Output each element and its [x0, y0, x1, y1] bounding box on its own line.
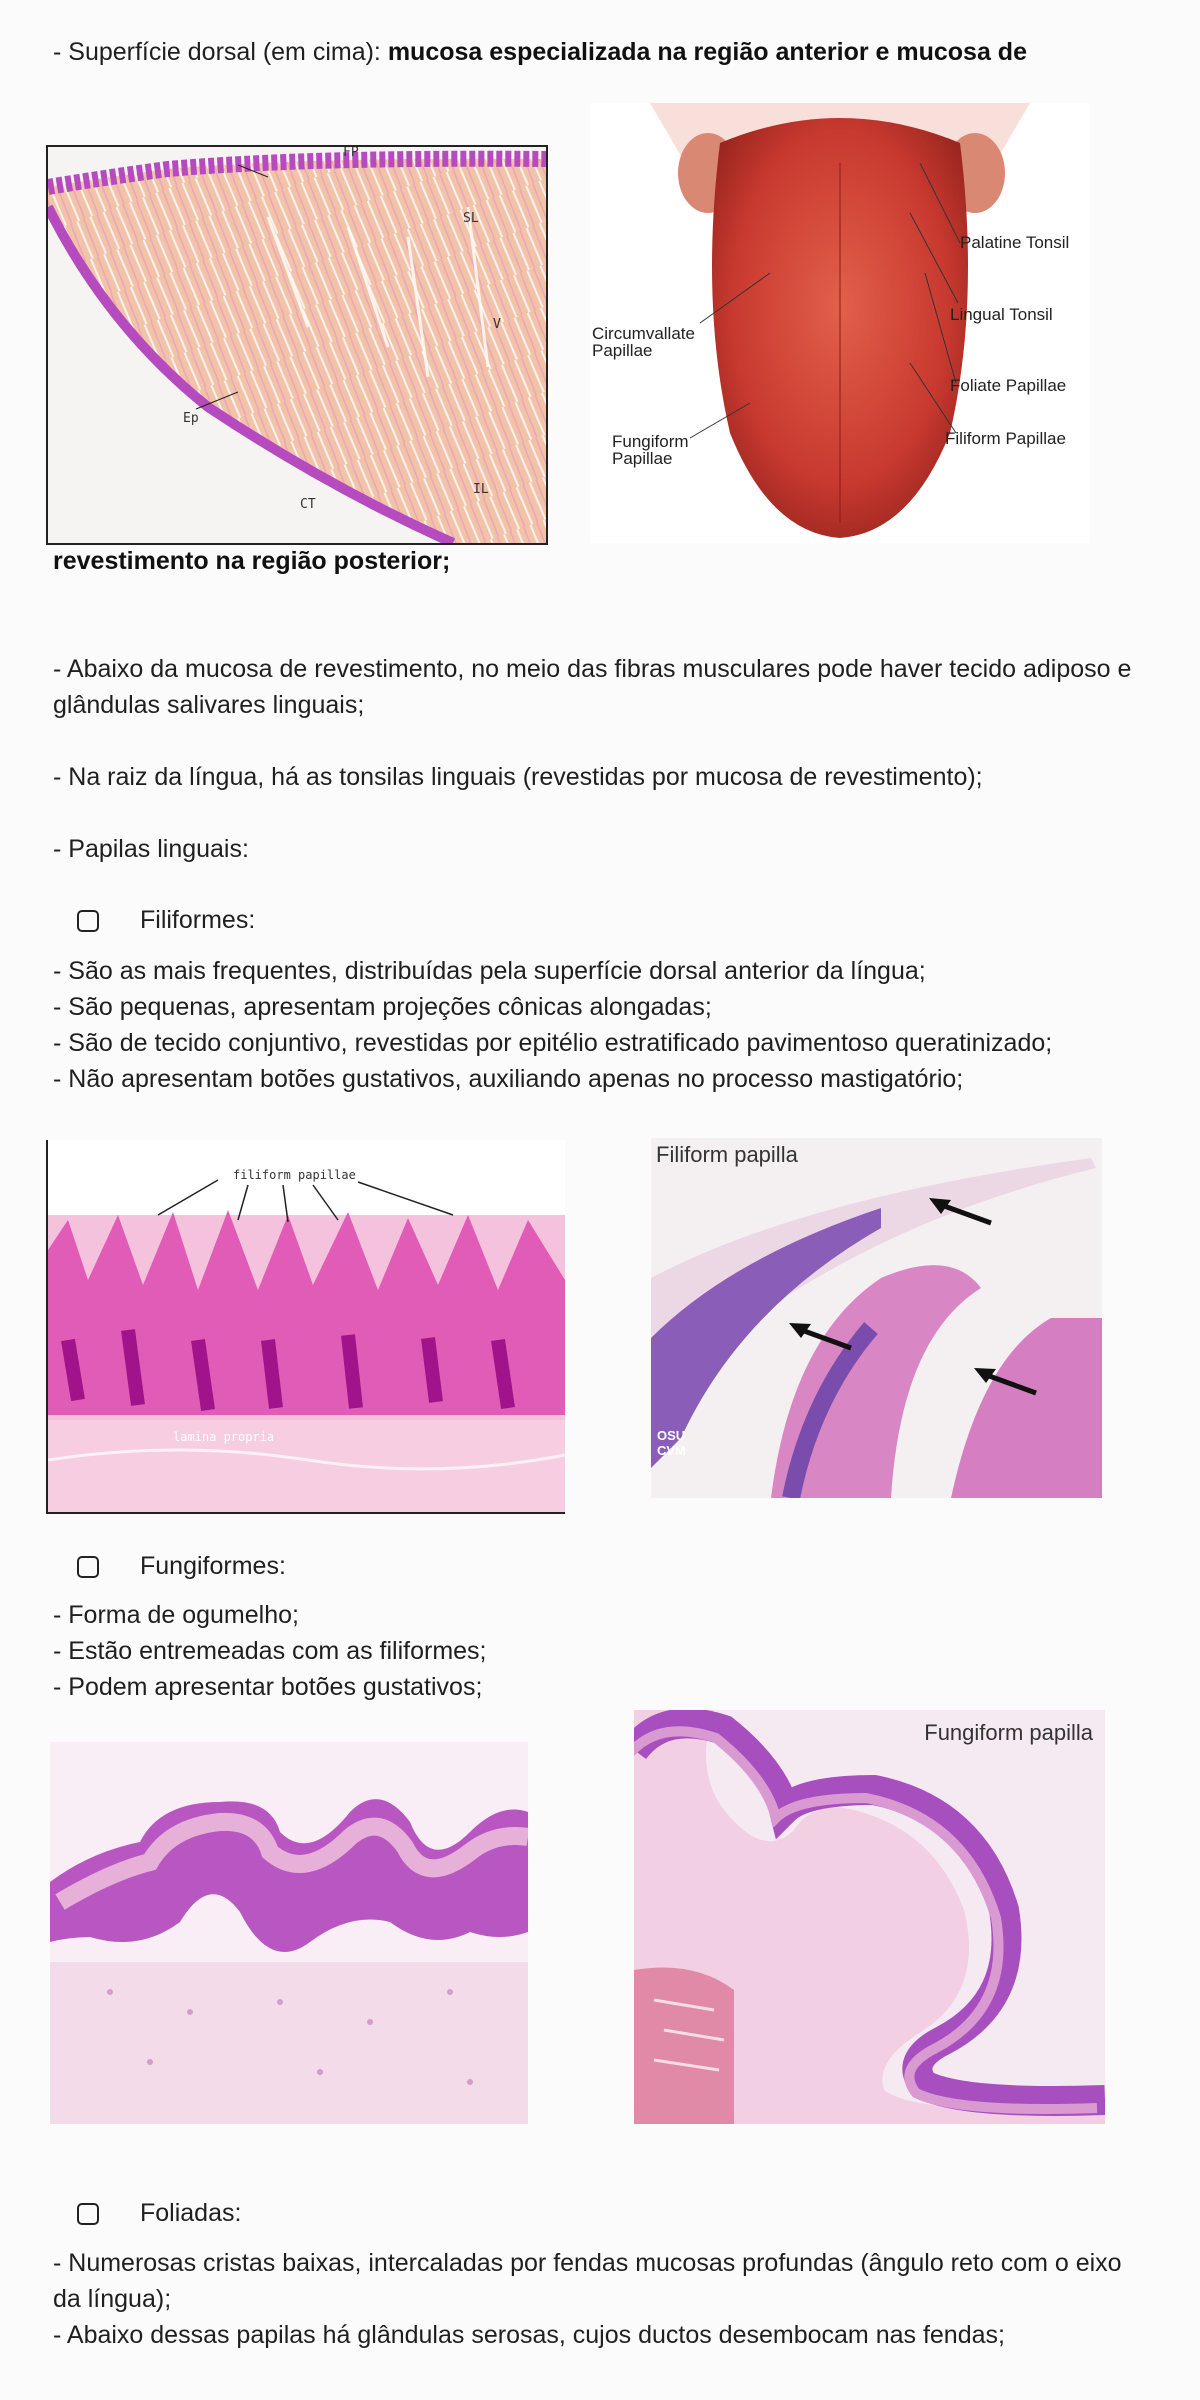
- label-circumvallate-2: Papillae: [592, 341, 653, 360]
- tongue-histology-image: [46, 145, 548, 545]
- filiform-histology-image: [46, 1140, 565, 1514]
- label-circumvallate: [592, 325, 695, 359]
- list-item: - São as mais frequentes, distribuídas pela superfície dorsal anterior da língua;: [53, 957, 926, 985]
- label-palatine-tonsil: Palatine Tonsil: [960, 233, 1070, 252]
- list-item: - Abaixo dessas papilas há glândulas serosas, cujos ductos desembocam nas fendas;: [53, 2321, 1005, 2349]
- paragraph-dorsal-surface: [53, 34, 1027, 70]
- label-ct: CT: [300, 497, 316, 512]
- label-circumvallate-1: Circumvallate: [592, 324, 695, 343]
- list-item: - Não apresentam botões gustativos, auxiliando apenas no processo mastigatório;: [53, 1065, 964, 1093]
- label-filiform-papillae: Filiform Papillae: [945, 429, 1066, 448]
- checkbox-label-fungiformes: Fungiformes:: [140, 1552, 286, 1580]
- label-lingual-tonsil: Lingual Tonsil: [950, 305, 1053, 324]
- label-v: V: [493, 317, 501, 332]
- label-il: IL: [473, 482, 489, 497]
- paragraph-below-mucosa: - Abaixo da mucosa de revestimento, no meio das fibras musculares pode haver tecido adiposo e glândulas salivares linguais;: [53, 655, 1132, 719]
- title-filiform-papilla: Filiform papilla: [656, 1142, 798, 1167]
- list-item: - Numerosas cristas baixas, intercaladas por fendas mucosas profundas (ângulo reto com o eixo da língua);: [53, 2249, 1122, 2313]
- paragraph-tonsils: - Na raiz da língua, há as tonsilas linguais (revestidas por mucosa de revestimento);: [53, 763, 983, 791]
- paragraph-dorsal-surface-cont: revestimento na região posterior;: [53, 547, 451, 575]
- list-item: - Estão entremeadas com as filiformes;: [53, 1637, 487, 1665]
- label-foliate-papillae: Foliate Papillae: [950, 376, 1067, 395]
- checkbox-fungiformes[interactable]: [77, 1556, 99, 1578]
- heading-papilas: - Papilas linguais:: [53, 835, 249, 863]
- list-item: - São pequenas, apresentam projeções cônicas alongadas;: [53, 993, 712, 1021]
- label-fungiform-1: Fungiform: [612, 432, 689, 451]
- label-sl: SL: [463, 211, 479, 226]
- text-bold: mucosa especializada na região anterior e mucosa de: [387, 38, 1027, 66]
- list-item: - Forma de ogumelho;: [53, 1601, 299, 1629]
- tongue-anatomy-image: [590, 103, 1090, 543]
- list-item: - São de tecido conjuntivo, revestidas por epitélio estratificado pavimentoso queratinizado;: [53, 1029, 1053, 1057]
- label-fungiform-2: Papillae: [612, 449, 673, 468]
- label-filiform-papillae-histo: filiform papillae: [233, 1168, 356, 1182]
- label-lamina-propria: lamina propria: [173, 1430, 275, 1444]
- label-fungiform: [612, 433, 689, 467]
- checkbox-label-foliadas: Foliadas:: [140, 2199, 242, 2227]
- fungiform-papilla-image: [634, 1710, 1105, 2124]
- label-fp: FP: [343, 145, 359, 160]
- fungiform-histology-image: [50, 1742, 528, 2124]
- checkbox-foliadas[interactable]: [77, 2203, 99, 2225]
- text-prefix: - Superfície dorsal (em cima):: [53, 38, 388, 66]
- label-ep: Ep: [183, 411, 199, 426]
- watermark-osu: OSU CVM: [657, 1428, 686, 1458]
- checkbox-filiformes[interactable]: [77, 910, 99, 932]
- list-item: - Podem apresentar botões gustativos;: [53, 1673, 483, 1701]
- filiform-papilla-image: [651, 1138, 1102, 1498]
- title-fungiform-papilla: Fungiform papilla: [924, 1720, 1093, 1745]
- checkbox-label-filiformes: Filiformes:: [140, 906, 256, 934]
